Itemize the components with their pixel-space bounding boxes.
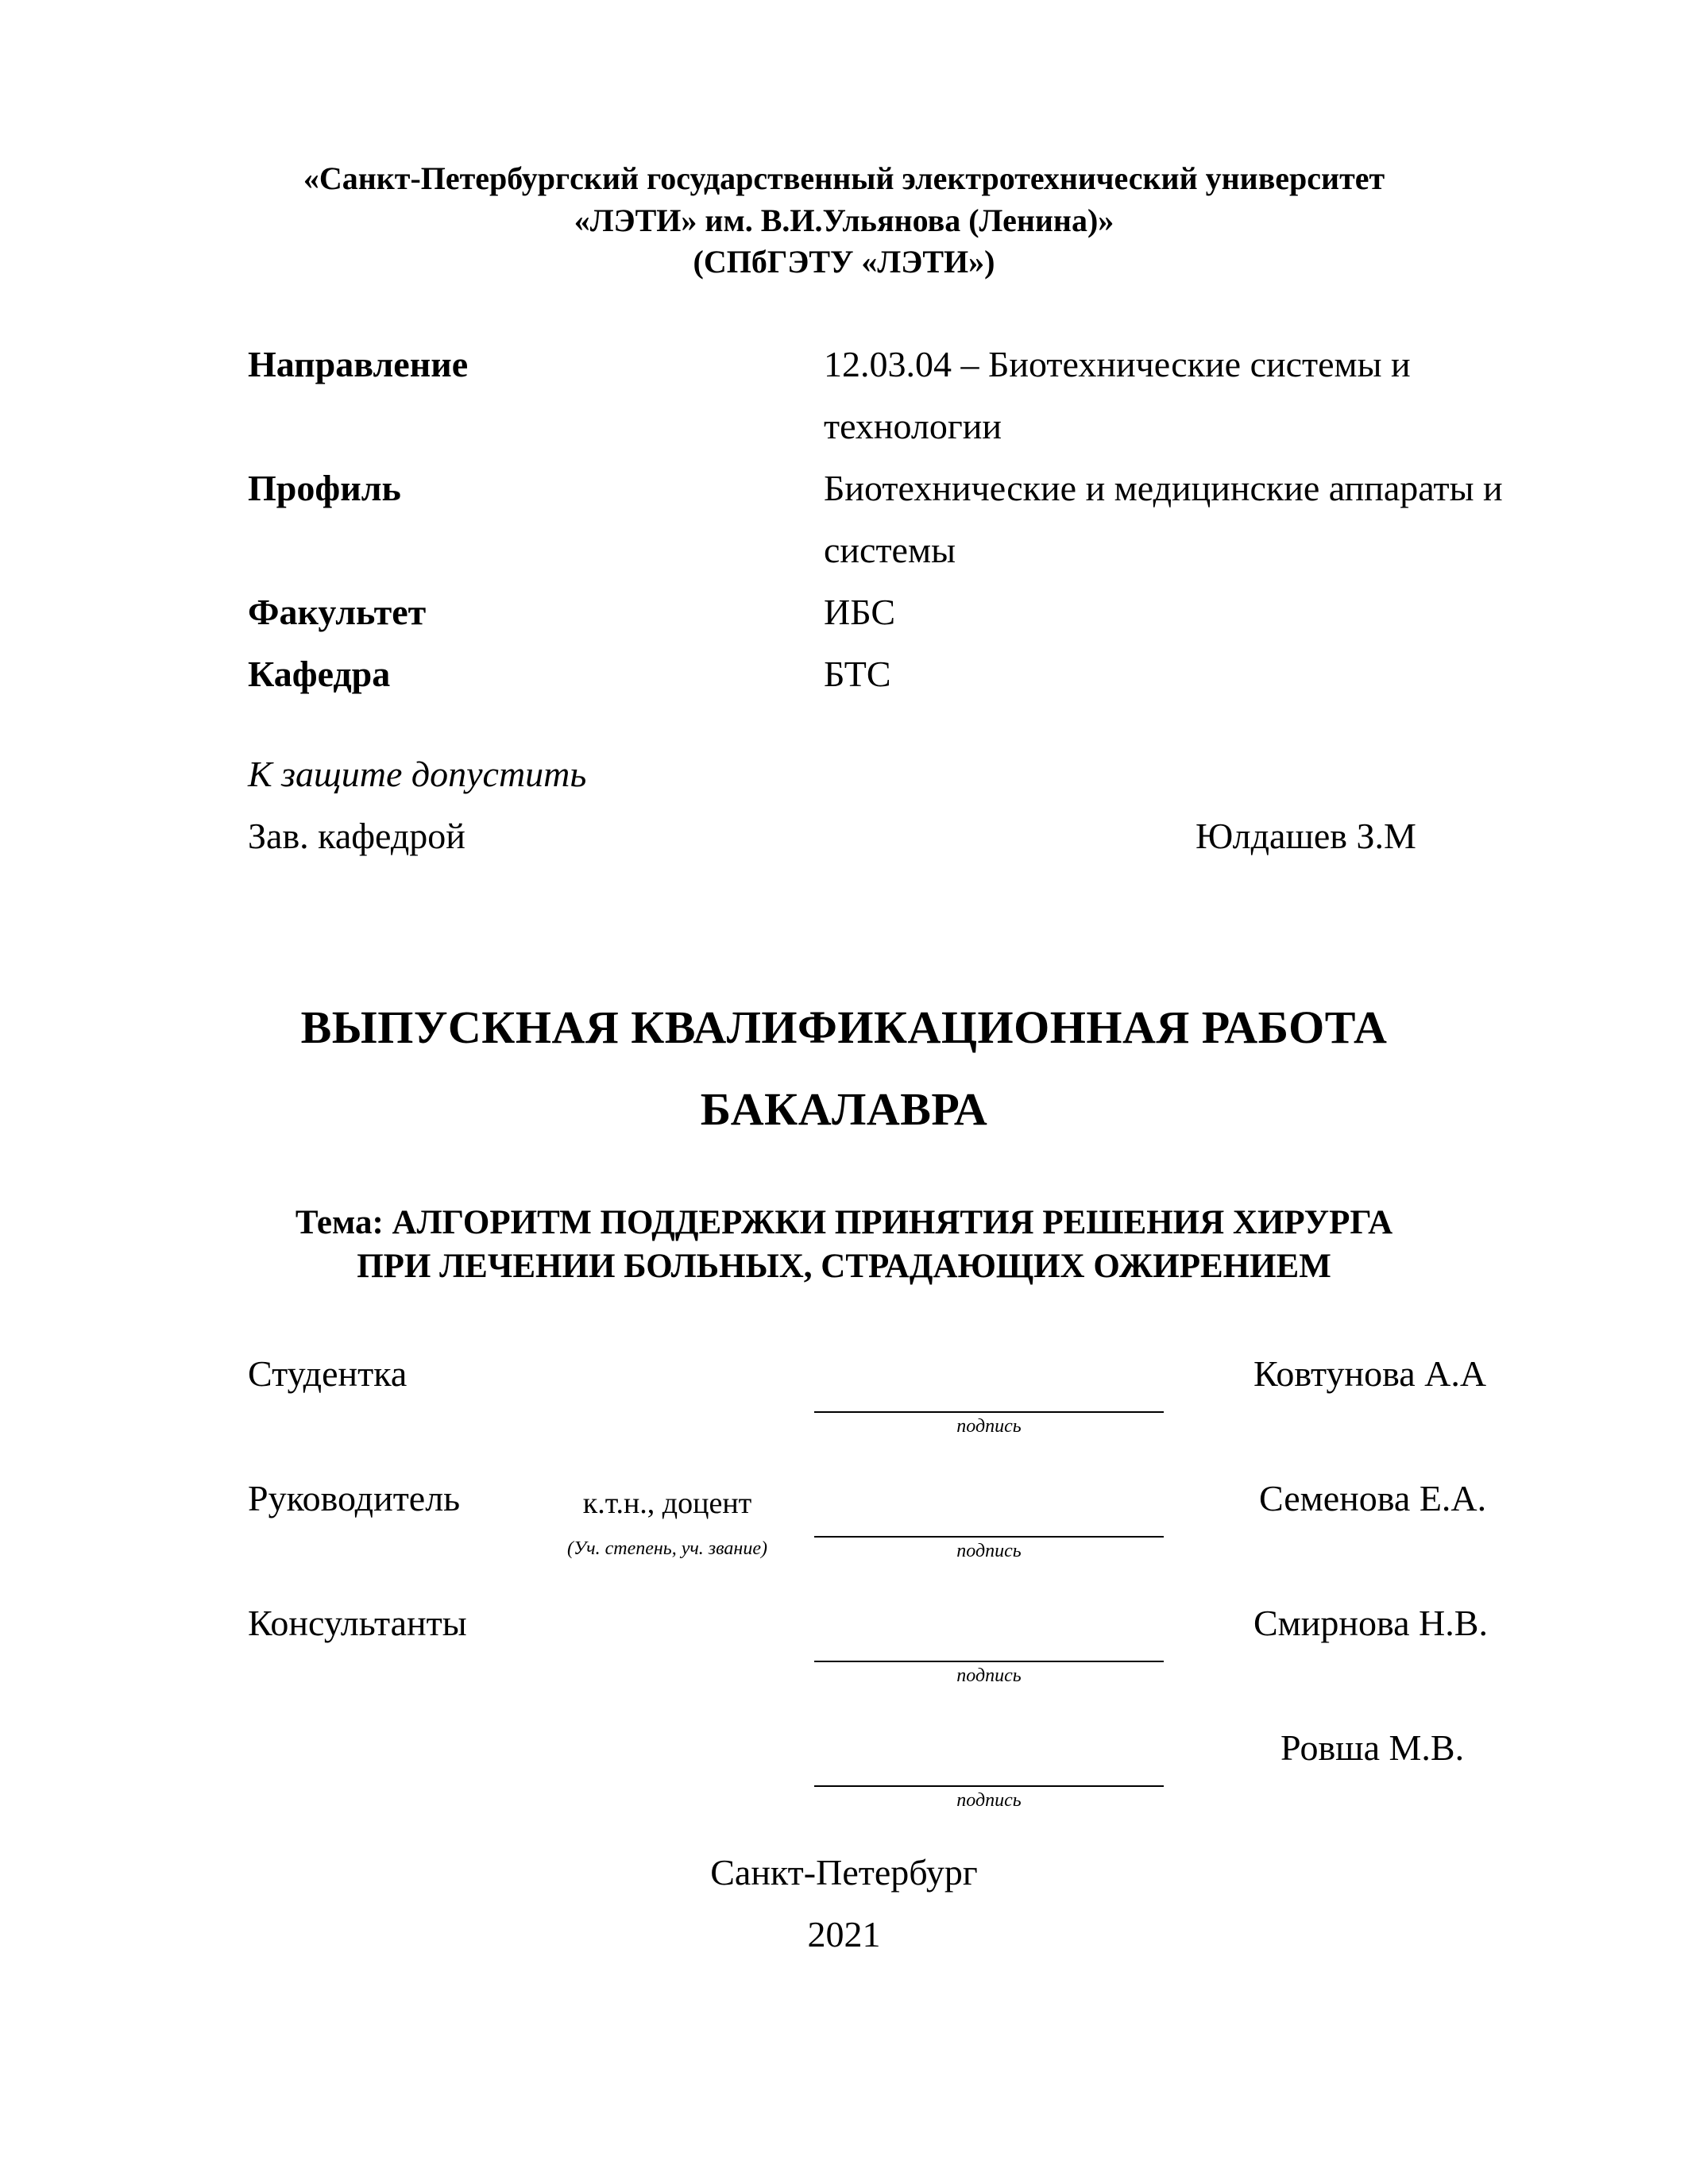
consultant1-signature-caption: подпись <box>956 1665 1022 1686</box>
theme-line2: ПРИ ЛЕЧЕНИИ БОЛЬНЫХ, СТРАДАЮЩИХ ОЖИРЕНИЕМ <box>357 1248 1331 1285</box>
profile-value-line2: системы <box>824 530 956 570</box>
head-of-department-name: Юлдашев З.М <box>1196 816 1416 856</box>
supervisor-name: Семенова Е.А. <box>1259 1478 1487 1518</box>
city: Санкт-Петербург <box>710 1852 978 1893</box>
profile-value-line1: Биотехнические и медицинские аппараты и <box>824 468 1503 508</box>
profile-label: Профиль <box>248 468 401 508</box>
direction-value-line1: 12.03.04 – Биотехнические системы и <box>824 344 1411 384</box>
university-name-line2: «ЛЭТИ» им. В.И.Ульянова (Ленина)» <box>574 203 1114 238</box>
consultant2-signature-line <box>814 1785 1164 1787</box>
supervisor-degree: к.т.н., доцент <box>582 1487 752 1520</box>
department-value: БТС <box>824 654 891 694</box>
faculty-value: ИБС <box>824 592 896 632</box>
university-name-line1: «Санкт-Петербургский государственный электротехнический университет <box>303 160 1385 196</box>
head-of-department-role: Зав. кафедрой <box>248 816 465 856</box>
consultant1-name: Смирнова Н.В. <box>1253 1603 1488 1643</box>
student-signature-caption: подпись <box>956 1416 1022 1437</box>
supervisor-signature-caption: подпись <box>956 1541 1022 1561</box>
student-name: Ковтунова А.А <box>1253 1353 1487 1394</box>
admission-heading: К защите допустить <box>248 754 587 794</box>
supervisor-degree-caption: (Уч. степень, уч. звание) <box>567 1538 767 1559</box>
direction-value-line2: технологии <box>824 406 1002 446</box>
consultants-role: Консультанты <box>248 1603 467 1643</box>
supervisor-role: Руководитель <box>248 1478 461 1518</box>
work-title-line2: БАКАЛАВРА <box>700 1083 988 1135</box>
consultant2-name: Ровша М.В. <box>1280 1727 1465 1768</box>
consultant1-signature-line <box>814 1661 1164 1662</box>
theme-line1: Тема: АЛГОРИТМ ПОДДЕРЖКИ ПРИНЯТИЯ РЕШЕНИЯ ХИРУРГА <box>295 1204 1393 1241</box>
work-title-line1: ВЫПУСКНАЯ КВАЛИФИКАЦИОННАЯ РАБОТА <box>300 1001 1388 1053</box>
student-signature-line <box>814 1411 1164 1413</box>
year: 2021 <box>807 1914 881 1954</box>
university-abbreviation: (СПбГЭТУ «ЛЭТИ») <box>693 244 995 280</box>
direction-label: Направление <box>248 344 469 384</box>
supervisor-signature-line <box>814 1536 1164 1538</box>
department-label: Кафедра <box>248 654 391 694</box>
student-role: Студентка <box>248 1353 408 1394</box>
faculty-label: Факультет <box>248 592 427 632</box>
consultant2-signature-caption: подпись <box>956 1790 1022 1811</box>
